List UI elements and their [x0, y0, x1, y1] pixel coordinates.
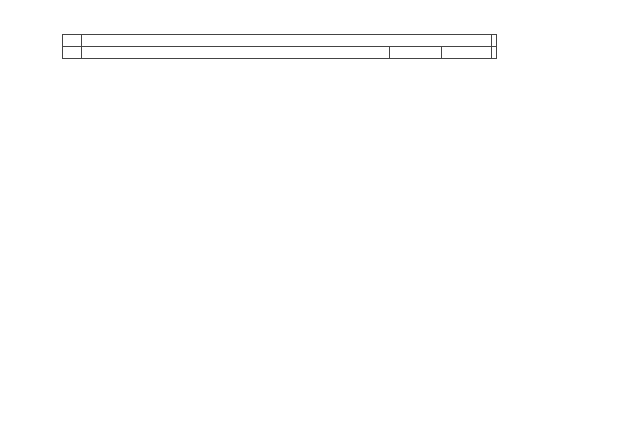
section-unit-spacer [442, 47, 492, 59]
subtotal-label [96, 35, 492, 47]
section-price-spacer [492, 47, 497, 59]
rab-table [62, 34, 497, 59]
subtotal-spacer [63, 35, 82, 47]
section-no-spacer [82, 47, 96, 59]
section-letter [63, 47, 82, 59]
section-qty-spacer [390, 47, 442, 59]
subtotal-spacer-2 [82, 35, 96, 47]
section-header-row [63, 47, 497, 59]
subtotal-value [492, 35, 497, 47]
section-title [96, 47, 390, 59]
subtotal-section [63, 35, 497, 59]
subtotal-row [63, 35, 497, 47]
